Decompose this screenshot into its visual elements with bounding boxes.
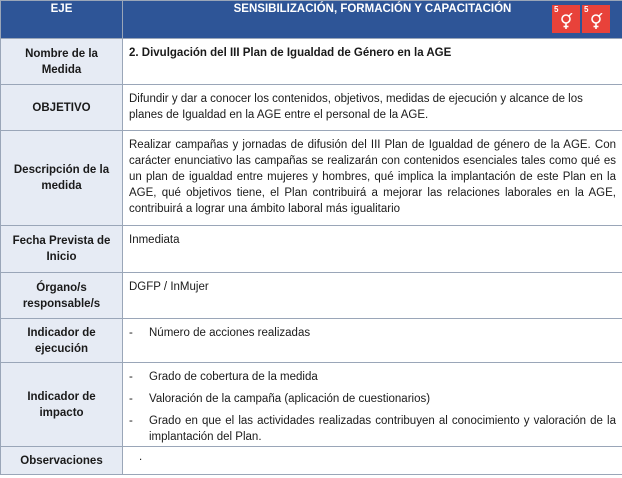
header-eje: EJE — [1, 1, 123, 39]
value-ejecucion — [123, 319, 622, 363]
sdg-5-gender-equality-icon-2: 5 — [582, 5, 610, 33]
label-observaciones: Observaciones — [1, 447, 123, 475]
value-impacto — [123, 363, 622, 447]
list-item: - Valoración de la campaña (aplicación de cuestionarios) — [129, 393, 431, 405]
label-organo: Órgano/s responsable/s — [1, 273, 123, 319]
header-axis-title — [123, 1, 622, 39]
row-fecha — [1, 226, 622, 273]
sdg-5-gender-equality-icon: 5 — [552, 5, 580, 33]
label-impacto: Indicador de impacto — [1, 363, 123, 447]
list-item: - Grado en que el las actividades realizadas contribuyen al conocimiento y valoración de la implantación del Plan. — [129, 415, 616, 443]
value-objetivo: Difundir y dar a conocer los contenidos, objetivos, medidas de ejecución y alcance de los planes de Igualdad en la AGE entre el personal de la AGE. — [123, 85, 622, 131]
value-organo: DGFP / InMujer — [123, 273, 622, 319]
value-observaciones: . — [123, 447, 622, 475]
row-organo — [1, 273, 622, 319]
sdg-icons — [552, 5, 610, 33]
label-objetivo: OBJETIVO — [1, 85, 123, 131]
row-observaciones — [1, 447, 622, 475]
label-fecha: Fecha Prevista de Inicio — [1, 226, 123, 273]
value-fecha: Inmediata — [123, 226, 622, 273]
value-nombre: 2. Divulgación del III Plan de Igualdad de Género en la AGE — [123, 39, 622, 85]
label-ejecucion: Indicador de ejecución — [1, 319, 123, 363]
value-descripcion: Realizar campañas y jornadas de difusión del III Plan de Igualdad de género de la AGE. Con carácter enunciativo las campañas se realizarán con contenidos esenciales tales como qué es un plan de igualdad entre mujeres y hombres, qué implica la implantación de este Plan en la AGE, qué objetivos tiene, el Plan contribuirá a mejorar las relaciones laborales en la AGE, contribuirá a lograr una ámbito laboral más igualitario — [123, 131, 622, 226]
label-descripcion: Descripción de la medida — [1, 131, 123, 226]
header-axis-text: SENSIBILIZACIÓN, FORMACIÓN Y CAPACITACIÓN — [233, 3, 512, 15]
row-impacto — [1, 363, 622, 447]
row-nombre — [1, 39, 622, 85]
row-descripcion — [1, 131, 622, 226]
list-item: - Número de acciones realizadas — [129, 327, 311, 339]
list-item: - Grado de cobertura de la medida — [129, 371, 318, 383]
header-row — [1, 1, 622, 39]
row-objetivo — [1, 85, 622, 131]
label-nombre: Nombre de la Medida — [1, 39, 123, 85]
row-ejecucion — [1, 319, 622, 363]
